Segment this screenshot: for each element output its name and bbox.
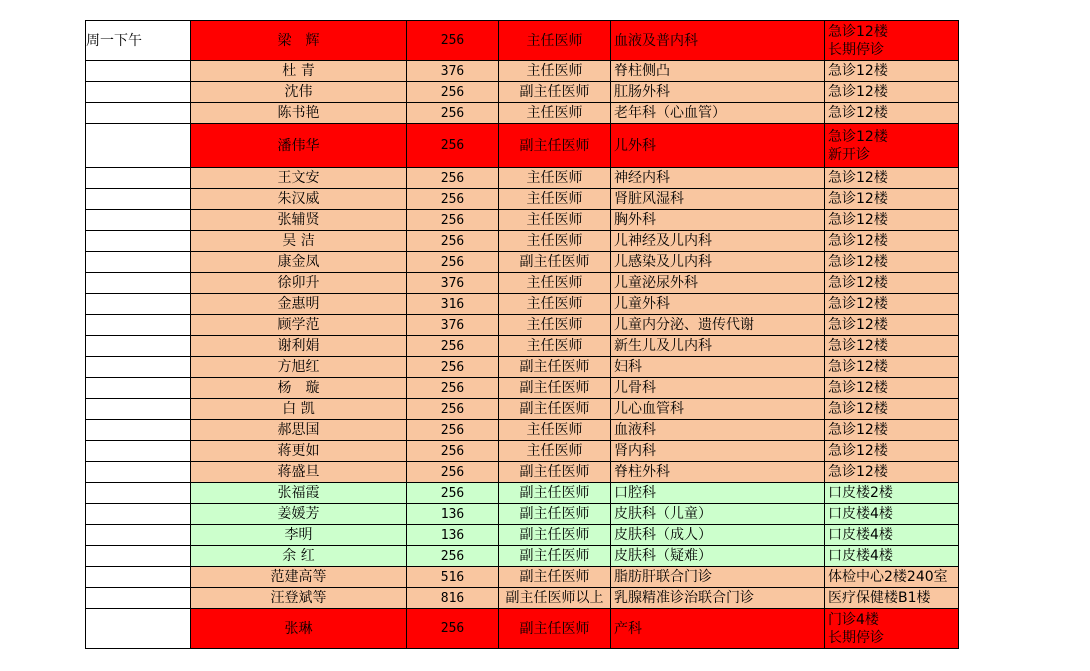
location-cell (825, 420, 959, 441)
doctor-name-cell: 范建高等 (191, 567, 407, 588)
doctor-name-cell: 余 红 (191, 546, 407, 567)
session-cell (86, 483, 191, 504)
fee-cell: 516 (407, 567, 499, 588)
fee-cell: 256 (407, 189, 499, 210)
doctor-name-cell: 姜媛芳 (191, 504, 407, 525)
doctor-name-cell: 蒋更如 (191, 441, 407, 462)
location-line: 急诊12楼 (828, 63, 888, 79)
location-line: 急诊12楼 (828, 128, 888, 145)
fee-cell: 256 (407, 82, 499, 103)
doctor-name-cell: 康金凤 (191, 252, 407, 273)
doctor-name-cell: 汪登斌等 (191, 588, 407, 609)
location-cell (825, 210, 959, 231)
title-cell: 主任医师 (499, 61, 611, 82)
session-cell (86, 420, 191, 441)
title-cell: 副主任医师 (499, 525, 611, 546)
department-cell: 脊柱侧凸 (611, 61, 825, 82)
location-cell (825, 168, 959, 189)
doctor-name-cell: 白 凯 (191, 399, 407, 420)
session-cell (86, 588, 191, 609)
table-row (86, 567, 959, 588)
location-line: 急诊12楼 (828, 401, 888, 417)
doctor-name-cell: 蒋盛旦 (191, 462, 407, 483)
table-row (86, 441, 959, 462)
fee-cell: 256 (407, 103, 499, 124)
table-row (86, 483, 959, 504)
table-row (86, 189, 959, 210)
table-row (86, 336, 959, 357)
session-cell (86, 378, 191, 399)
department-cell: 肾内科 (611, 441, 825, 462)
location-cell (825, 103, 959, 124)
location-cell (825, 378, 959, 399)
fee-cell: 256 (407, 399, 499, 420)
location-cell (825, 399, 959, 420)
title-cell: 副主任医师 (499, 462, 611, 483)
title-cell: 主任医师 (499, 441, 611, 462)
location-line: 急诊12楼 (828, 84, 888, 100)
location-line: 急诊12楼 (828, 464, 888, 480)
fee-cell: 256 (407, 124, 499, 168)
location-line: 急诊12楼 (828, 296, 888, 312)
doctor-name-cell: 王文安 (191, 168, 407, 189)
fee-cell: 376 (407, 61, 499, 82)
schedule-body (86, 21, 959, 649)
fee-cell: 256 (407, 546, 499, 567)
department-cell: 儿童外科 (611, 294, 825, 315)
department-cell: 儿感染及儿内科 (611, 252, 825, 273)
fee-cell: 256 (407, 231, 499, 252)
doctor-name-cell: 陈书艳 (191, 103, 407, 124)
location-cell (825, 124, 959, 168)
location-line: 急诊12楼 (828, 443, 888, 459)
location-cell (825, 525, 959, 546)
department-cell: 皮肤科（儿童） (611, 504, 825, 525)
session-cell (86, 124, 191, 168)
fee-cell: 256 (407, 336, 499, 357)
department-cell: 血液及普内科 (611, 21, 825, 61)
session-cell (86, 546, 191, 567)
location-cell (825, 357, 959, 378)
table-row (86, 103, 959, 124)
session-cell (86, 336, 191, 357)
table-row (86, 273, 959, 294)
title-cell: 主任医师 (499, 189, 611, 210)
doctor-name-cell: 杜 青 (191, 61, 407, 82)
session-cell (86, 168, 191, 189)
doctor-name-cell: 张辅贤 (191, 210, 407, 231)
status-note: 长期停诊 (828, 41, 884, 58)
department-cell: 肛肠外科 (611, 82, 825, 103)
department-cell: 脂肪肝联合门诊 (611, 567, 825, 588)
fee-cell: 376 (407, 315, 499, 336)
table-row (86, 168, 959, 189)
table-row (86, 231, 959, 252)
doctor-name-cell: 方旭红 (191, 357, 407, 378)
location-cell (825, 483, 959, 504)
department-cell: 儿心血管科 (611, 399, 825, 420)
location-cell (825, 609, 959, 649)
session-cell (86, 61, 191, 82)
doctor-name-cell: 潘伟华 (191, 124, 407, 168)
doctor-name-cell: 谢利娟 (191, 336, 407, 357)
session-cell (86, 399, 191, 420)
fee-cell: 256 (407, 357, 499, 378)
fee-cell: 256 (407, 609, 499, 649)
table-row (86, 82, 959, 103)
location-line: 急诊12楼 (828, 380, 888, 396)
location-cell (825, 21, 959, 61)
doctor-name-cell: 徐卯升 (191, 273, 407, 294)
location-cell (825, 546, 959, 567)
table-row (86, 609, 959, 649)
doctor-name-cell: 朱汉威 (191, 189, 407, 210)
session-cell (86, 210, 191, 231)
department-cell: 乳腺精准诊治联合门诊 (611, 588, 825, 609)
title-cell: 副主任医师 (499, 399, 611, 420)
location-cell (825, 294, 959, 315)
table-row (86, 210, 959, 231)
title-cell: 副主任医师 (499, 252, 611, 273)
location-cell (825, 231, 959, 252)
session-cell (86, 525, 191, 546)
title-cell: 主任医师 (499, 21, 611, 61)
table-row (86, 21, 959, 61)
department-cell: 神经内科 (611, 168, 825, 189)
doctor-name-cell: 吴 洁 (191, 231, 407, 252)
title-cell: 副主任医师 (499, 124, 611, 168)
fee-cell: 816 (407, 588, 499, 609)
doctor-name-cell: 张福霞 (191, 483, 407, 504)
department-cell: 儿神经及儿内科 (611, 231, 825, 252)
fee-cell: 256 (407, 252, 499, 273)
session-cell (86, 567, 191, 588)
title-cell: 副主任医师 (499, 609, 611, 649)
department-cell: 妇科 (611, 357, 825, 378)
session-cell (86, 462, 191, 483)
session-cell (86, 315, 191, 336)
table-row (86, 420, 959, 441)
fee-cell: 256 (407, 168, 499, 189)
fee-cell: 256 (407, 210, 499, 231)
fee-cell: 256 (407, 483, 499, 504)
table-row (86, 504, 959, 525)
doctor-name-cell: 张琳 (191, 609, 407, 649)
session-cell (86, 231, 191, 252)
table-row (86, 124, 959, 168)
location-line: 急诊12楼 (828, 359, 888, 375)
doctor-name-cell: 李明 (191, 525, 407, 546)
title-cell: 主任医师 (499, 168, 611, 189)
location-cell (825, 82, 959, 103)
location-cell (825, 336, 959, 357)
fee-cell: 136 (407, 525, 499, 546)
department-cell: 脊柱外科 (611, 462, 825, 483)
table-row (86, 378, 959, 399)
table-row (86, 546, 959, 567)
department-cell: 口腔科 (611, 483, 825, 504)
location-cell (825, 462, 959, 483)
table-row (86, 588, 959, 609)
table-row (86, 61, 959, 82)
title-cell: 主任医师 (499, 315, 611, 336)
title-cell: 副主任医师 (499, 504, 611, 525)
doctor-name-cell: 郝思国 (191, 420, 407, 441)
department-cell: 儿童泌尿外科 (611, 273, 825, 294)
fee-cell: 256 (407, 21, 499, 61)
location-line: 急诊12楼 (828, 233, 888, 249)
session-cell (86, 357, 191, 378)
session-cell: 周一下午 (86, 21, 191, 61)
status-note: 新开诊 (828, 146, 870, 163)
fee-cell: 256 (407, 378, 499, 399)
status-note: 长期停诊 (828, 629, 884, 646)
fee-cell: 256 (407, 462, 499, 483)
session-cell (86, 82, 191, 103)
location-cell (825, 61, 959, 82)
session-cell (86, 103, 191, 124)
location-cell (825, 252, 959, 273)
location-line: 门诊4楼 (828, 611, 879, 628)
session-cell (86, 609, 191, 649)
session-cell (86, 273, 191, 294)
department-cell: 肾脏风湿科 (611, 189, 825, 210)
table-row (86, 357, 959, 378)
doctor-name-cell: 杨 璇 (191, 378, 407, 399)
fee-cell: 376 (407, 273, 499, 294)
table-row (86, 315, 959, 336)
department-cell: 皮肤科（疑难） (611, 546, 825, 567)
table-row (86, 525, 959, 546)
department-cell: 儿骨科 (611, 378, 825, 399)
location-line: 急诊12楼 (828, 105, 888, 121)
doctor-name-cell: 顾学范 (191, 315, 407, 336)
department-cell: 胸外科 (611, 210, 825, 231)
title-cell: 副主任医师 (499, 546, 611, 567)
table-row (86, 294, 959, 315)
location-cell (825, 504, 959, 525)
session-cell (86, 189, 191, 210)
location-cell (825, 315, 959, 336)
fee-cell: 136 (407, 504, 499, 525)
fee-cell: 316 (407, 294, 499, 315)
table-row (86, 252, 959, 273)
title-cell: 副主任医师 (499, 483, 611, 504)
title-cell: 主任医师 (499, 210, 611, 231)
location-line: 急诊12楼 (828, 170, 888, 186)
title-cell: 副主任医师 (499, 567, 611, 588)
title-cell: 副主任医师 (499, 82, 611, 103)
fee-cell: 256 (407, 441, 499, 462)
department-cell: 血液科 (611, 420, 825, 441)
location-line: 口皮楼4楼 (828, 506, 893, 522)
department-cell: 儿外科 (611, 124, 825, 168)
title-cell: 主任医师 (499, 103, 611, 124)
location-line: 口皮楼2楼 (828, 485, 893, 501)
location-line: 急诊12楼 (828, 275, 888, 291)
location-line: 急诊12楼 (828, 23, 888, 40)
department-cell: 老年科（心血管） (611, 103, 825, 124)
location-line: 医疗保健楼B1楼 (828, 590, 931, 606)
location-line: 口皮楼4楼 (828, 548, 893, 564)
title-cell: 副主任医师 (499, 378, 611, 399)
title-cell: 主任医师 (499, 273, 611, 294)
title-cell: 副主任医师 (499, 357, 611, 378)
location-line: 急诊12楼 (828, 317, 888, 333)
location-line: 急诊12楼 (828, 212, 888, 228)
location-cell (825, 567, 959, 588)
title-cell: 主任医师 (499, 336, 611, 357)
title-cell: 主任医师 (499, 420, 611, 441)
department-cell: 产科 (611, 609, 825, 649)
session-cell (86, 441, 191, 462)
location-line: 口皮楼4楼 (828, 527, 893, 543)
department-cell: 皮肤科（成人） (611, 525, 825, 546)
location-cell (825, 273, 959, 294)
location-cell (825, 588, 959, 609)
session-cell (86, 252, 191, 273)
location-line: 急诊12楼 (828, 254, 888, 270)
location-line: 急诊12楼 (828, 422, 888, 438)
doctor-name-cell: 梁 辉 (191, 21, 407, 61)
location-line: 急诊12楼 (828, 338, 888, 354)
title-cell: 主任医师 (499, 231, 611, 252)
doctor-name-cell: 沈伟 (191, 82, 407, 103)
department-cell: 新生儿及儿内科 (611, 336, 825, 357)
doctor-name-cell: 金惠明 (191, 294, 407, 315)
location-line: 体检中心2楼240室 (828, 569, 948, 585)
location-cell (825, 441, 959, 462)
title-cell: 主任医师 (499, 294, 611, 315)
schedule-table (85, 20, 959, 649)
location-cell (825, 189, 959, 210)
session-cell (86, 294, 191, 315)
table-row (86, 462, 959, 483)
fee-cell: 256 (407, 420, 499, 441)
table-row (86, 399, 959, 420)
session-cell (86, 504, 191, 525)
location-line: 急诊12楼 (828, 191, 888, 207)
title-cell: 副主任医师以上 (499, 588, 611, 609)
department-cell: 儿童内分泌、遗传代谢 (611, 315, 825, 336)
